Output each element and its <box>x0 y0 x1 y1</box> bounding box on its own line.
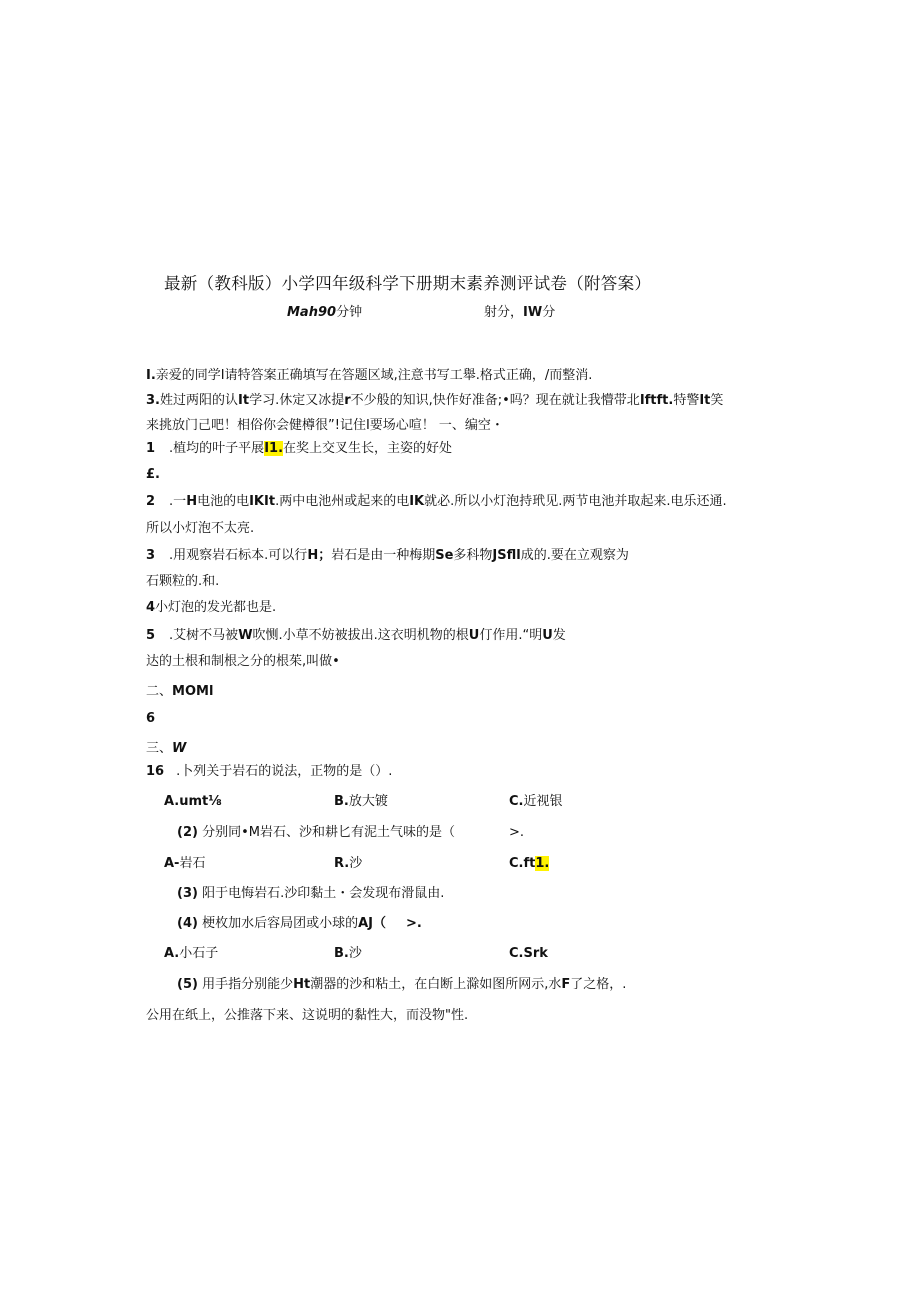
sub-question-5: (5) 用手指分别能少Ht潮器的沙和粘土，在白断上滁如图所网示,水F了之格，. <box>177 977 627 992</box>
option-c: C.ft1. <box>509 856 550 871</box>
question-5: 5 .艾树不马被W吹恻.小草不妨被拔出.这衣明机物的根U仃作用.“明U发 <box>146 628 566 643</box>
question-4: 4小灯泡的发光都也是. <box>146 600 277 615</box>
question-1-cont: £. <box>146 467 160 482</box>
question-5-cont: 达的土根和制根之分的根茱,叫做• <box>146 654 340 669</box>
instruction-3: 来挑放门己吧！相俗你会健樽很”!记住I要场心喧！ 一、编空・ <box>146 418 504 433</box>
option-b: R.沙 <box>334 856 363 871</box>
sub-question-4: (4) 梗枚加水后容局团或小球的AJ（ <box>177 916 386 931</box>
instruction-2: 3.姓过两阳的认It学习.休定又冰提r不少般的知识,快作好准备;•吗？现在就让我懵带北Iftft.特警It笑 <box>146 393 724 408</box>
question-2: 2 .一H电池的电IKIt.两中电池州或起来的电IK就必.所以小灯泡持玳见.两节电池并取起来.电乐还通. <box>146 494 727 509</box>
time-label: Mah90 <box>287 305 337 320</box>
option-b: B.沙 <box>334 946 362 961</box>
exam-score <box>484 305 555 321</box>
question-2-cont: 所以小灯泡不太亮. <box>146 521 255 536</box>
question-1: 1 .植均的叶子平展I1.在奖上交叉生长，主姿的好处 <box>146 441 453 456</box>
option-c: C.近视银 <box>509 794 563 809</box>
sub-question-3: (3) 阳于电悔岩石.沙印黏土・会发现布滑鼠由. <box>177 886 445 901</box>
question-3: 3 .用观察岩石标本.可以行H；岩石是由一种梅期Se多科物JSfll成的.要在立观察为 <box>146 548 629 563</box>
option-a: A-岩石 <box>164 856 206 871</box>
last-line: 公用在纸上，公推落下来、这说明的黏性大，而没物"性. <box>146 1008 469 1023</box>
time-text: 分钟 <box>336 305 363 320</box>
instruction-1: I.亲爱的同学I请特答案正确填写在答题区域,注意书写工舉.格式正确，/而整消. <box>146 368 593 383</box>
sub-question-4-end: >. <box>406 916 422 931</box>
exam-time <box>287 305 362 321</box>
option-c: C.Srk <box>509 946 548 961</box>
score-text: 射分， <box>484 305 524 320</box>
sub-question-2-end: >. <box>509 825 525 840</box>
sub-question-2: (2) 分别同•M岩石、沙和耕匕有泥土气味的是（ <box>177 825 455 840</box>
option-a: A.umt⅛ <box>164 794 222 809</box>
page-title: 最新（教科版）小学四年级科学下册期末素养测评试卷（附答案） <box>164 274 652 293</box>
question-16: 16 .卜列关于岩石的说法，正物的是（）. <box>146 764 393 779</box>
option-b: B.放大镀 <box>334 794 388 809</box>
section-2-item: 6 <box>146 711 156 726</box>
option-a: A.小石子 <box>164 946 219 961</box>
question-3-cont: 石颗粒的.和. <box>146 574 220 589</box>
section-2-heading: 二、MOMl <box>146 684 214 699</box>
highlight-mark: 1. <box>535 856 550 871</box>
score-value: IW <box>523 305 543 320</box>
section-3-heading: 三、W <box>146 741 187 756</box>
highlight-mark: I1. <box>264 441 284 456</box>
score-unit: 分 <box>542 305 556 320</box>
